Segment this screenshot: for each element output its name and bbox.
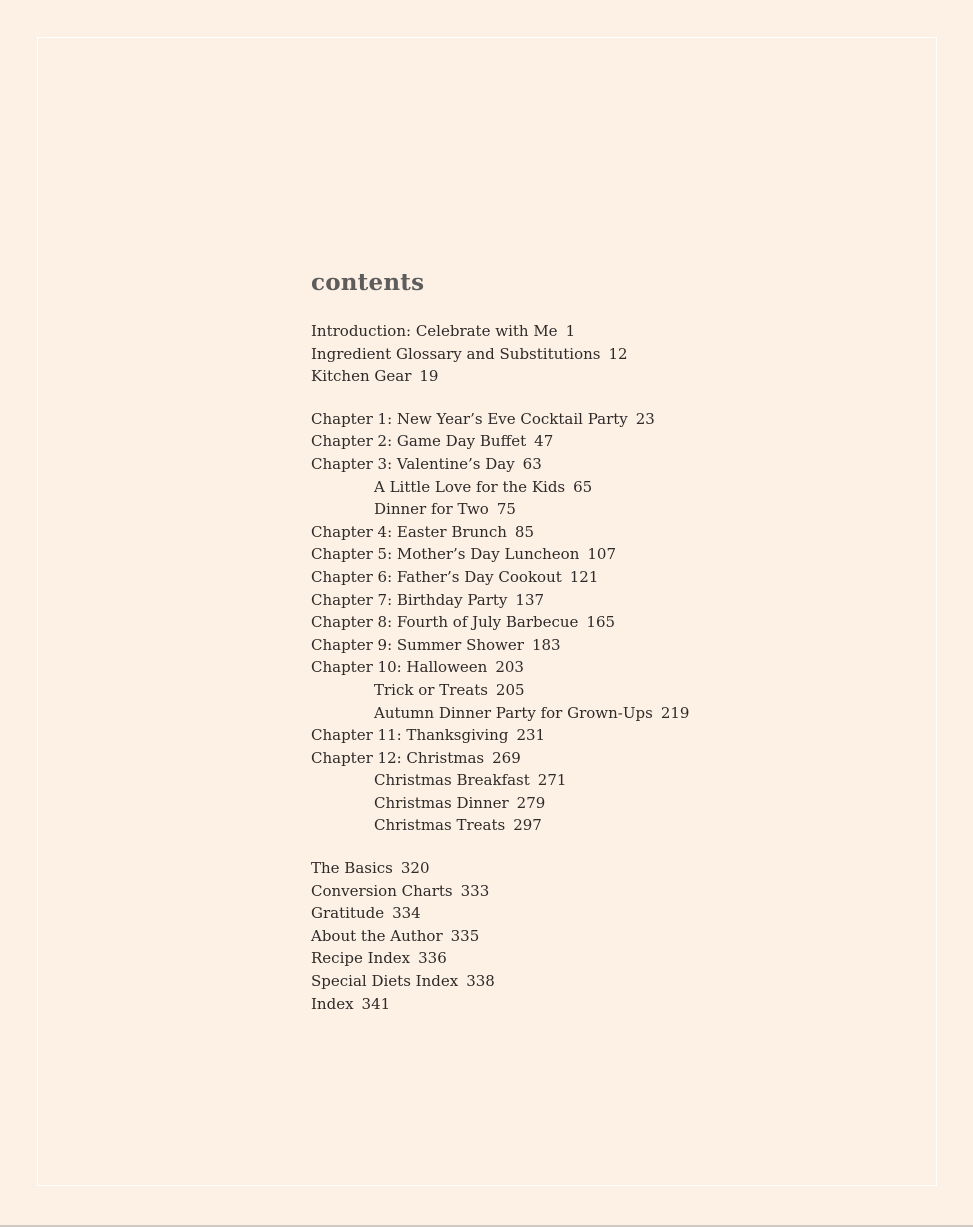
toc-entry[interactable] [311, 925, 689, 948]
toc-entry-label: Chapter 5: Mother’s Day Luncheon [311, 545, 580, 564]
toc-page-number: 12 [608, 344, 628, 363]
toc-entry[interactable] [311, 970, 689, 993]
toc-back-matter [311, 857, 689, 1015]
toc-page-number: 75 [496, 500, 516, 519]
toc-entry-label: Introduction: Celebrate with Me [311, 322, 558, 340]
toc-entry-label: Chapter 10: Halloween [311, 658, 488, 677]
toc-page-number: 85 [514, 522, 534, 541]
toc-page-number: 19 [419, 367, 439, 386]
toc-page-number: 335 [450, 926, 480, 945]
toc-entry-label: Chapter 9: Summer Shower [311, 635, 524, 654]
toc-entry-label: Chapter 6: Father’s Day Cookout [311, 567, 562, 586]
toc-page-number: 338 [466, 972, 495, 991]
toc-entry-label: Chapter 1: New Year’s Eve Cocktail Party [311, 409, 628, 428]
toc-entry-label: Christmas Treats [374, 816, 506, 835]
toc-subentry[interactable] [311, 792, 689, 815]
toc-entry-label: Dinner for Two [374, 500, 489, 519]
toc-page-number: 271 [537, 771, 567, 790]
toc-entry[interactable] [311, 543, 689, 566]
toc-page-number: 1 [565, 322, 576, 340]
toc-entry[interactable] [311, 611, 689, 634]
toc-page-number: 47 [534, 432, 554, 451]
toc-page-number: 165 [586, 613, 616, 632]
toc-subentry[interactable] [311, 769, 689, 792]
toc-page-number: 297 [513, 816, 542, 835]
toc-entry-label: Index [311, 994, 354, 1013]
toc-page-number: 203 [495, 658, 524, 677]
toc-page-number: 279 [516, 793, 546, 812]
toc-entry-label: Christmas Breakfast [374, 771, 530, 790]
toc-entry-label: Conversion Charts [311, 881, 453, 900]
toc-entry-label: Chapter 12: Christmas [311, 748, 485, 767]
toc-entry[interactable] [311, 408, 689, 431]
toc-entry-label: Gratitude [311, 904, 385, 923]
toc-entry[interactable] [311, 656, 689, 679]
toc-entry[interactable] [311, 365, 689, 388]
toc-subentry[interactable] [311, 498, 689, 521]
toc-page-number: 107 [587, 545, 617, 564]
toc-page-number: 183 [531, 635, 561, 654]
toc-entry-label: Recipe Index [311, 949, 411, 968]
toc-page-number: 231 [516, 726, 546, 745]
toc-entry[interactable] [311, 566, 689, 589]
toc-entry[interactable] [311, 724, 689, 747]
toc-entry[interactable] [311, 993, 689, 1016]
toc-page-number: 219 [660, 703, 690, 722]
toc-page-number: 269 [492, 748, 521, 767]
toc-entry-label: Chapter 11: Thanksgiving [311, 726, 509, 745]
toc-front-matter [311, 320, 689, 388]
toc-subentry[interactable] [311, 679, 689, 702]
toc-entry[interactable] [311, 521, 689, 544]
toc-entry-label: Chapter 4: Easter Brunch [311, 522, 507, 541]
toc-page-number: 63 [522, 454, 542, 473]
toc-page-number: 23 [635, 409, 655, 428]
toc-entry[interactable] [311, 320, 689, 343]
toc-entry[interactable] [311, 857, 689, 880]
toc-entry-label: Ingredient Glossary and Substitutions [311, 344, 601, 363]
toc-chapters [311, 408, 689, 837]
toc-entry[interactable] [311, 902, 689, 925]
toc-page-number: 341 [361, 994, 391, 1013]
toc-entry-label: About the Author [311, 926, 443, 945]
toc-page-number: 137 [515, 590, 545, 609]
toc-subentry[interactable] [311, 476, 689, 499]
toc-entry-label: Chapter 7: Birthday Party [311, 590, 508, 609]
toc-page-number: 121 [569, 567, 599, 586]
toc-subentry[interactable] [311, 814, 689, 837]
toc-entry[interactable] [311, 343, 689, 366]
toc-entry-label: The Basics [311, 859, 393, 878]
toc-entry-label: Trick or Treats [374, 680, 488, 699]
toc-entry[interactable] [311, 430, 689, 453]
toc-page-number: 65 [573, 477, 593, 496]
table-of-contents [311, 266, 689, 1015]
page-title: contents [311, 269, 425, 296]
toc-entry-label: Chapter 2: Game Day Buffet [311, 432, 527, 451]
toc-entry-label: Christmas Dinner [374, 793, 509, 812]
toc-entry-label: Chapter 8: Fourth of July Barbecue [311, 613, 579, 632]
toc-entry-label: A Little Love for the Kids [374, 477, 566, 496]
toc-entry[interactable] [311, 880, 689, 903]
toc-entry-label: Chapter 3: Valentine’s Day [311, 454, 515, 473]
toc-page-number: 333 [460, 881, 490, 900]
toc-entry[interactable] [311, 589, 689, 612]
toc-page-number: 205 [495, 680, 525, 699]
toc-entry[interactable] [311, 947, 689, 970]
toc-entry[interactable] [311, 634, 689, 657]
toc-entry-label: Special Diets Index [311, 972, 459, 991]
toc-page-number: 334 [392, 904, 421, 923]
toc-entry-label: Kitchen Gear [311, 367, 412, 386]
toc-entry[interactable] [311, 747, 689, 770]
toc-entry-label: Autumn Dinner Party for Grown-Ups [374, 703, 653, 722]
toc-page-number: 320 [400, 859, 430, 878]
toc-page-number: 336 [418, 949, 447, 968]
toc-subentry[interactable] [311, 702, 689, 725]
toc-entry[interactable] [311, 453, 689, 476]
